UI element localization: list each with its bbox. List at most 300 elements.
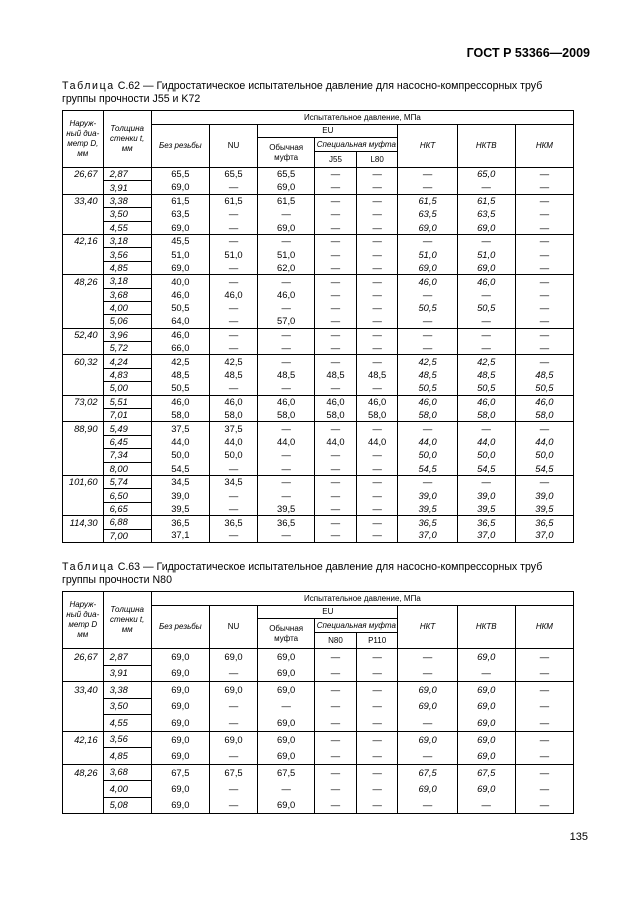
- value-cell: 44,0: [356, 435, 398, 448]
- value-cell: —: [457, 288, 515, 301]
- value-cell: 45,5: [151, 234, 209, 247]
- value-cell: —: [457, 234, 515, 247]
- value-cell: —: [356, 168, 398, 181]
- value-cell: —: [515, 698, 573, 715]
- thickness-cell: 5,72: [103, 342, 151, 355]
- value-cell: 39,0: [398, 489, 457, 502]
- value-cell: —: [209, 489, 257, 502]
- value-cell: 48,5: [398, 368, 457, 381]
- value-cell: —: [356, 261, 398, 274]
- value-cell: 48,5: [515, 368, 573, 381]
- value-cell: —: [258, 529, 315, 542]
- thickness-cell: 4,55: [103, 715, 151, 732]
- thickness-cell: 5,08: [103, 797, 151, 814]
- thickness-cell: 3,91: [103, 665, 151, 682]
- table-row: [63, 435, 574, 448]
- pressure-table: [62, 110, 574, 543]
- value-cell: —: [356, 715, 398, 732]
- diameter-cell: [63, 342, 104, 355]
- diameter-cell: [63, 797, 104, 814]
- table-caption: [62, 561, 574, 587]
- value-cell: 61,5: [398, 194, 457, 207]
- table-row: [63, 261, 574, 274]
- value-cell: 46,0: [457, 275, 515, 288]
- value-cell: 69,0: [151, 181, 209, 194]
- value-cell: —: [457, 342, 515, 355]
- value-cell: —: [356, 698, 398, 715]
- col-header-nu: NU: [209, 606, 257, 649]
- value-cell: —: [515, 315, 573, 328]
- diameter-cell: [63, 248, 104, 261]
- table-row: [63, 288, 574, 301]
- value-cell: —: [356, 234, 398, 247]
- thickness-cell: 6,45: [103, 435, 151, 448]
- value-cell: 50,5: [457, 301, 515, 314]
- value-cell: 69,0: [258, 731, 315, 748]
- col-header-regular-coupling: Обычная муфта: [258, 138, 315, 168]
- thickness-cell: 4,24: [103, 355, 151, 368]
- value-cell: —: [515, 715, 573, 732]
- value-cell: 69,0: [457, 261, 515, 274]
- value-cell: —: [258, 698, 315, 715]
- value-cell: 54,5: [457, 462, 515, 475]
- value-cell: —: [515, 475, 573, 488]
- value-cell: 46,0: [356, 395, 398, 408]
- value-cell: 37,5: [209, 422, 257, 435]
- value-cell: —: [315, 516, 357, 529]
- diameter-cell: [63, 529, 104, 542]
- caption-label: Таблица: [62, 80, 115, 92]
- value-cell: 58,0: [258, 409, 315, 422]
- value-cell: 54,5: [151, 462, 209, 475]
- thickness-cell: 8,00: [103, 462, 151, 475]
- diameter-cell: [63, 382, 104, 395]
- value-cell: —: [515, 208, 573, 221]
- caption-text: С.62 — Гидростатическое испытательное давление для насосно-компрессорных труб группы прочности J55 и K72: [62, 80, 543, 105]
- value-cell: —: [398, 181, 457, 194]
- value-cell: —: [315, 328, 357, 341]
- value-cell: —: [515, 422, 573, 435]
- value-cell: —: [315, 781, 357, 798]
- diameter-cell: 42,16: [63, 731, 104, 748]
- value-cell: 37,0: [457, 529, 515, 542]
- table-row: [63, 781, 574, 798]
- value-cell: 39,5: [515, 502, 573, 515]
- value-cell: —: [315, 221, 357, 234]
- value-cell: —: [515, 261, 573, 274]
- value-cell: 51,0: [209, 248, 257, 261]
- value-cell: 46,0: [398, 275, 457, 288]
- table-row: [63, 342, 574, 355]
- diameter-cell: [63, 435, 104, 448]
- value-cell: —: [315, 194, 357, 207]
- diameter-cell: [63, 748, 104, 765]
- diameter-cell: [63, 489, 104, 502]
- value-cell: —: [258, 208, 315, 221]
- diameter-cell: [63, 221, 104, 234]
- value-cell: —: [398, 234, 457, 247]
- value-cell: —: [515, 731, 573, 748]
- thickness-cell: 5,51: [103, 395, 151, 408]
- value-cell: —: [315, 665, 357, 682]
- value-cell: —: [515, 665, 573, 682]
- diameter-cell: [63, 368, 104, 381]
- value-cell: —: [515, 355, 573, 368]
- diameter-cell: 101,60: [63, 475, 104, 488]
- value-cell: —: [356, 275, 398, 288]
- diameter-cell: 48,26: [63, 764, 104, 781]
- value-cell: —: [457, 181, 515, 194]
- value-cell: —: [515, 781, 573, 798]
- col-header-eu: EU: [258, 606, 398, 619]
- diameter-cell: [63, 208, 104, 221]
- value-cell: 39,5: [151, 502, 209, 515]
- value-cell: 54,5: [398, 462, 457, 475]
- value-cell: —: [356, 748, 398, 765]
- value-cell: 69,0: [398, 261, 457, 274]
- value-cell: —: [398, 715, 457, 732]
- value-cell: —: [356, 208, 398, 221]
- value-cell: 69,0: [151, 748, 209, 765]
- value-cell: —: [356, 489, 398, 502]
- value-cell: 57,0: [258, 315, 315, 328]
- value-cell: 65,5: [258, 168, 315, 181]
- diameter-cell: [63, 409, 104, 422]
- value-cell: —: [209, 261, 257, 274]
- table-row: [63, 168, 574, 181]
- value-cell: 36,5: [457, 516, 515, 529]
- thickness-cell: 6,50: [103, 489, 151, 502]
- value-cell: 69,0: [457, 748, 515, 765]
- value-cell: 36,5: [258, 516, 315, 529]
- diameter-cell: 42,16: [63, 234, 104, 247]
- thickness-cell: 6,88: [103, 516, 151, 529]
- value-cell: 66,0: [151, 342, 209, 355]
- value-cell: —: [356, 221, 398, 234]
- value-cell: 51,0: [151, 248, 209, 261]
- value-cell: —: [398, 328, 457, 341]
- value-cell: 58,0: [515, 409, 573, 422]
- value-cell: —: [356, 781, 398, 798]
- table-row: [63, 475, 574, 488]
- value-cell: 46,0: [258, 395, 315, 408]
- value-cell: —: [398, 475, 457, 488]
- value-cell: 50,5: [151, 301, 209, 314]
- value-cell: 42,5: [209, 355, 257, 368]
- value-cell: —: [515, 221, 573, 234]
- value-cell: —: [258, 489, 315, 502]
- table-row: [63, 449, 574, 462]
- table-row: [63, 181, 574, 194]
- value-cell: 48,5: [457, 368, 515, 381]
- diameter-cell: 114,30: [63, 516, 104, 529]
- diameter-cell: 60,32: [63, 355, 104, 368]
- table-row: [63, 382, 574, 395]
- value-cell: 50,5: [515, 382, 573, 395]
- value-cell: —: [258, 462, 315, 475]
- value-cell: 51,0: [457, 248, 515, 261]
- value-cell: 69,0: [151, 797, 209, 814]
- value-cell: 46,0: [457, 395, 515, 408]
- value-cell: 69,0: [398, 731, 457, 748]
- value-cell: 69,0: [258, 748, 315, 765]
- col-header-no-thread: Без резьбы: [151, 125, 209, 168]
- value-cell: 44,0: [515, 435, 573, 448]
- value-cell: 58,0: [356, 409, 398, 422]
- value-cell: 48,5: [356, 368, 398, 381]
- value-cell: 58,0: [315, 409, 357, 422]
- value-cell: 69,0: [457, 649, 515, 666]
- value-cell: —: [356, 516, 398, 529]
- value-cell: —: [356, 797, 398, 814]
- value-cell: —: [315, 715, 357, 732]
- value-cell: 42,5: [457, 355, 515, 368]
- value-cell: —: [209, 275, 257, 288]
- col-header-special-grade-1: N80: [315, 633, 357, 649]
- table-row: [63, 221, 574, 234]
- diameter-cell: [63, 261, 104, 274]
- value-cell: —: [356, 181, 398, 194]
- value-cell: —: [398, 288, 457, 301]
- value-cell: —: [209, 748, 257, 765]
- value-cell: 42,5: [398, 355, 457, 368]
- value-cell: 69,0: [258, 715, 315, 732]
- value-cell: —: [209, 462, 257, 475]
- thickness-cell: 4,83: [103, 368, 151, 381]
- value-cell: —: [258, 422, 315, 435]
- value-cell: —: [258, 475, 315, 488]
- value-cell: —: [209, 665, 257, 682]
- col-header-special-coupling: Специальная муфта: [315, 619, 398, 633]
- value-cell: —: [515, 288, 573, 301]
- col-header-nktv: НКТВ: [457, 606, 515, 649]
- value-cell: 34,5: [151, 475, 209, 488]
- value-cell: 50,0: [209, 449, 257, 462]
- col-header-nkm: НКМ: [515, 606, 573, 649]
- value-cell: 61,5: [151, 194, 209, 207]
- diameter-cell: [63, 301, 104, 314]
- diameter-cell: 33,40: [63, 194, 104, 207]
- value-cell: 69,0: [457, 715, 515, 732]
- value-cell: 46,0: [258, 288, 315, 301]
- thickness-cell: 3,18: [103, 234, 151, 247]
- value-cell: —: [315, 764, 357, 781]
- value-cell: 46,0: [151, 288, 209, 301]
- value-cell: —: [209, 328, 257, 341]
- value-cell: 46,0: [209, 395, 257, 408]
- thickness-cell: 4,85: [103, 748, 151, 765]
- diameter-cell: [63, 715, 104, 732]
- value-cell: 67,5: [398, 764, 457, 781]
- value-cell: 67,5: [209, 764, 257, 781]
- thickness-cell: 3,50: [103, 698, 151, 715]
- value-cell: —: [356, 502, 398, 515]
- value-cell: 69,0: [151, 649, 209, 666]
- value-cell: 63,5: [151, 208, 209, 221]
- value-cell: —: [356, 449, 398, 462]
- table-row: [63, 234, 574, 247]
- value-cell: 48,5: [258, 368, 315, 381]
- value-cell: 67,5: [457, 764, 515, 781]
- value-cell: —: [457, 797, 515, 814]
- value-cell: 65,5: [151, 168, 209, 181]
- thickness-cell: 3,96: [103, 328, 151, 341]
- table-row: [63, 462, 574, 475]
- value-cell: —: [315, 748, 357, 765]
- value-cell: 48,5: [209, 368, 257, 381]
- table-row: [63, 328, 574, 341]
- value-cell: 69,0: [398, 682, 457, 699]
- col-header-diameter: Наруж-ный диа-метр D, мм: [63, 111, 104, 168]
- table-row: [63, 665, 574, 682]
- thickness-cell: 3,56: [103, 731, 151, 748]
- value-cell: —: [515, 649, 573, 666]
- value-cell: —: [315, 649, 357, 666]
- table-row: [63, 248, 574, 261]
- value-cell: —: [315, 731, 357, 748]
- table-row: [63, 422, 574, 435]
- value-cell: 44,0: [258, 435, 315, 448]
- table-row: [63, 208, 574, 221]
- value-cell: 50,5: [151, 382, 209, 395]
- table-row: [63, 395, 574, 408]
- value-cell: —: [398, 649, 457, 666]
- value-cell: 69,0: [398, 221, 457, 234]
- table-row: [63, 764, 574, 781]
- value-cell: —: [356, 529, 398, 542]
- value-cell: —: [515, 748, 573, 765]
- thickness-cell: 2,87: [103, 649, 151, 666]
- value-cell: 58,0: [457, 409, 515, 422]
- thickness-cell: 5,49: [103, 422, 151, 435]
- value-cell: 48,5: [315, 368, 357, 381]
- value-cell: 69,0: [151, 221, 209, 234]
- value-cell: —: [209, 698, 257, 715]
- value-cell: —: [209, 382, 257, 395]
- value-cell: 69,0: [457, 682, 515, 699]
- value-cell: —: [515, 682, 573, 699]
- thickness-cell: 2,87: [103, 168, 151, 181]
- diameter-cell: 48,26: [63, 275, 104, 288]
- value-cell: 69,0: [457, 221, 515, 234]
- value-cell: 54,5: [515, 462, 573, 475]
- thickness-cell: 4,85: [103, 261, 151, 274]
- value-cell: 69,0: [151, 665, 209, 682]
- value-cell: —: [258, 342, 315, 355]
- value-cell: 69,0: [258, 797, 315, 814]
- col-header-no-thread: Без резьбы: [151, 606, 209, 649]
- thickness-cell: 5,06: [103, 315, 151, 328]
- col-header-pressure: Испытательное давление, МПа: [151, 592, 573, 606]
- value-cell: 69,0: [151, 715, 209, 732]
- diameter-cell: [63, 781, 104, 798]
- col-header-special-grade-2: P110: [356, 633, 398, 649]
- value-cell: —: [457, 422, 515, 435]
- value-cell: —: [315, 301, 357, 314]
- value-cell: —: [515, 248, 573, 261]
- value-cell: —: [398, 168, 457, 181]
- value-cell: —: [315, 462, 357, 475]
- value-cell: 39,5: [398, 502, 457, 515]
- value-cell: —: [315, 529, 357, 542]
- value-cell: —: [398, 748, 457, 765]
- value-cell: —: [515, 181, 573, 194]
- value-cell: —: [209, 797, 257, 814]
- value-cell: —: [515, 194, 573, 207]
- value-cell: —: [315, 168, 357, 181]
- value-cell: —: [258, 781, 315, 798]
- value-cell: 69,0: [151, 781, 209, 798]
- value-cell: 44,0: [209, 435, 257, 448]
- value-cell: —: [356, 462, 398, 475]
- value-cell: 46,0: [398, 395, 457, 408]
- value-cell: —: [315, 275, 357, 288]
- thickness-cell: 5,74: [103, 475, 151, 488]
- value-cell: —: [209, 301, 257, 314]
- thickness-cell: 3,68: [103, 764, 151, 781]
- value-cell: 65,5: [209, 168, 257, 181]
- value-cell: 62,0: [258, 261, 315, 274]
- value-cell: —: [315, 449, 357, 462]
- value-cell: —: [315, 248, 357, 261]
- value-cell: 39,0: [457, 489, 515, 502]
- diameter-cell: 88,90: [63, 422, 104, 435]
- value-cell: 69,0: [258, 649, 315, 666]
- value-cell: —: [209, 529, 257, 542]
- value-cell: —: [398, 315, 457, 328]
- value-cell: 44,0: [315, 435, 357, 448]
- diameter-cell: [63, 449, 104, 462]
- col-header-diameter: Наруж-ный диа-метр D мм: [63, 592, 104, 649]
- table-row: [63, 368, 574, 381]
- table-row: [63, 489, 574, 502]
- col-header-nkt: НКТ: [398, 125, 457, 168]
- col-header-eu: EU: [258, 125, 398, 138]
- thickness-cell: 4,55: [103, 221, 151, 234]
- value-cell: 36,5: [398, 516, 457, 529]
- value-cell: —: [315, 502, 357, 515]
- value-cell: 36,5: [151, 516, 209, 529]
- diameter-cell: [63, 315, 104, 328]
- thickness-cell: 6,65: [103, 502, 151, 515]
- value-cell: —: [515, 301, 573, 314]
- diameter-cell: 52,40: [63, 328, 104, 341]
- value-cell: —: [315, 181, 357, 194]
- diameter-cell: 33,40: [63, 682, 104, 699]
- value-cell: 69,0: [151, 731, 209, 748]
- value-cell: 46,0: [151, 395, 209, 408]
- thickness-cell: 7,34: [103, 449, 151, 462]
- value-cell: —: [315, 489, 357, 502]
- value-cell: —: [356, 665, 398, 682]
- value-cell: —: [515, 328, 573, 341]
- table-row: [63, 731, 574, 748]
- value-cell: 44,0: [151, 435, 209, 448]
- value-cell: 39,5: [258, 502, 315, 515]
- col-header-nkm: НКМ: [515, 125, 573, 168]
- value-cell: 34,5: [209, 475, 257, 488]
- value-cell: 61,5: [457, 194, 515, 207]
- value-cell: —: [258, 234, 315, 247]
- thickness-cell: 4,00: [103, 781, 151, 798]
- value-cell: 69,0: [209, 682, 257, 699]
- value-cell: —: [457, 665, 515, 682]
- table-row: [63, 649, 574, 666]
- value-cell: 39,0: [151, 489, 209, 502]
- table-row: [63, 529, 574, 542]
- value-cell: 50,0: [457, 449, 515, 462]
- table-row: [63, 355, 574, 368]
